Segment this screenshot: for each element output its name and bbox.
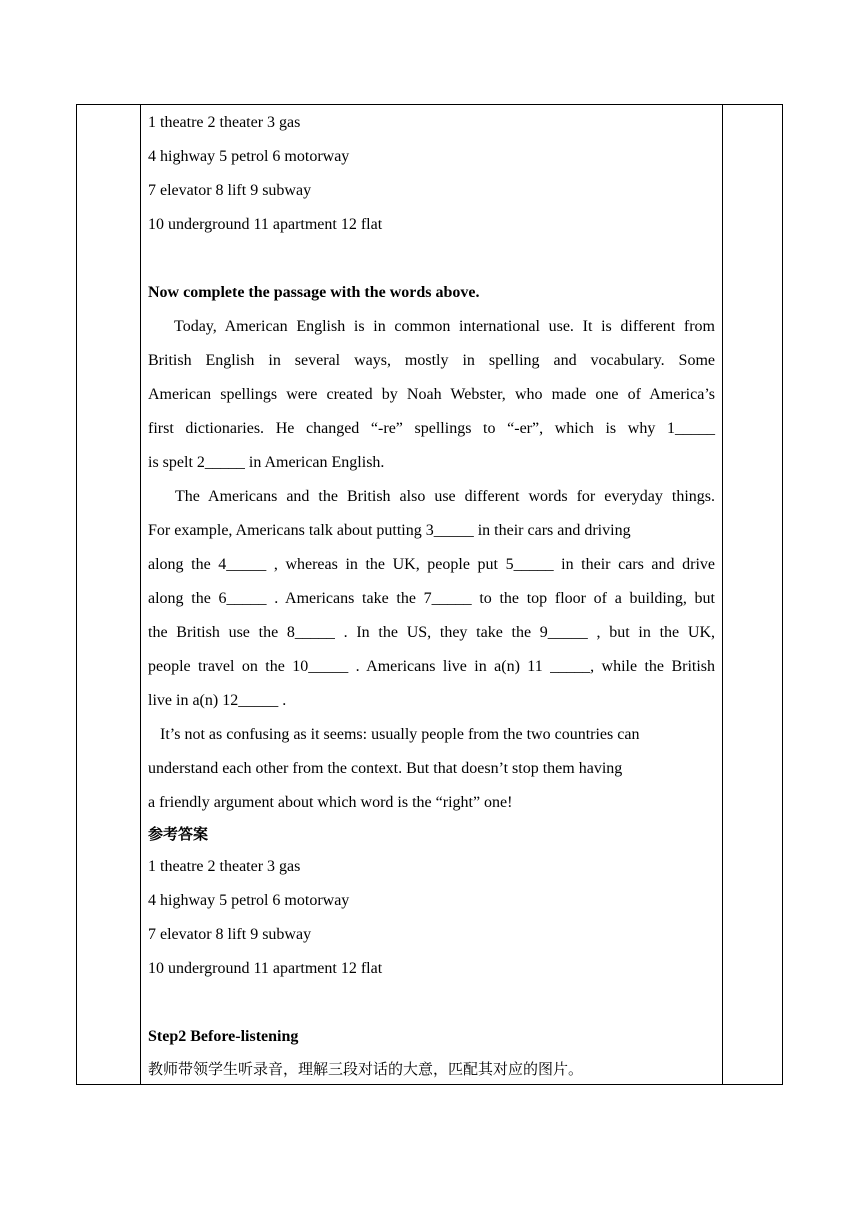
passage-instruction: Now complete the passage with the words above. — [148, 284, 480, 301]
step-description: 教师带领学生听录音，理解三段对话的大意，匹配其对应的图片。 — [148, 1060, 584, 1078]
passage-line: It’s not as confusing as it seems: usually people from the two countries can — [148, 726, 640, 743]
table-column-divider-left — [140, 105, 141, 1084]
answer-list-line: 4 highway 5 petrol 6 motorway — [148, 892, 350, 909]
word-list-line: 4 highway 5 petrol 6 motorway — [148, 148, 350, 165]
passage-line: Today, American English is in common international use. It is different from — [148, 318, 715, 335]
step-heading: Step2 Before-listening — [148, 1028, 299, 1045]
passage-line: along the 6_____ . Americans take the 7_____ to the top floor of a building, but — [148, 590, 715, 607]
passage-line: The Americans and the British also use different words for everyday things. — [148, 488, 715, 505]
passage-line: understand each other from the context. But that doesn’t stop them having — [148, 760, 623, 777]
passage-line: is spelt 2_____ in American English. — [148, 454, 385, 471]
passage-line: the British use the 8_____ . In the US, they take the 9_____ , but in the UK, — [148, 624, 715, 641]
passage-line: For example, Americans talk about putting 3_____ in their cars and driving — [148, 522, 631, 539]
passage-line: British English in several ways, mostly in spelling and vocabulary. Some — [148, 352, 715, 369]
passage-line: a friendly argument about which word is the “right” one! — [148, 794, 513, 811]
answer-list-line: 10 underground 11 apartment 12 flat — [148, 960, 383, 977]
table-column-divider-right — [722, 105, 723, 1084]
passage-line: American spellings were created by Noah Webster, who made one of America’s — [148, 386, 715, 403]
passage-line: first dictionaries. He changed “-re” spellings to “-er”, which is why 1_____ — [148, 420, 715, 437]
answer-heading: 参考答案 — [148, 825, 209, 843]
word-list-line: 7 elevator 8 lift 9 subway — [148, 182, 312, 199]
passage-line: live in a(n) 12_____ . — [148, 692, 287, 709]
lesson-table — [76, 104, 783, 1085]
word-list-line: 10 underground 11 apartment 12 flat — [148, 216, 383, 233]
answer-list-line: 7 elevator 8 lift 9 subway — [148, 926, 312, 943]
word-list-line: 1 theatre 2 theater 3 gas — [148, 114, 301, 131]
passage-line: along the 4_____ , whereas in the UK, people put 5_____ in their cars and drive — [148, 556, 715, 573]
answer-list-line: 1 theatre 2 theater 3 gas — [148, 858, 301, 875]
passage-line: people travel on the 10_____ . Americans live in a(n) 11 _____, while the British — [148, 658, 715, 675]
